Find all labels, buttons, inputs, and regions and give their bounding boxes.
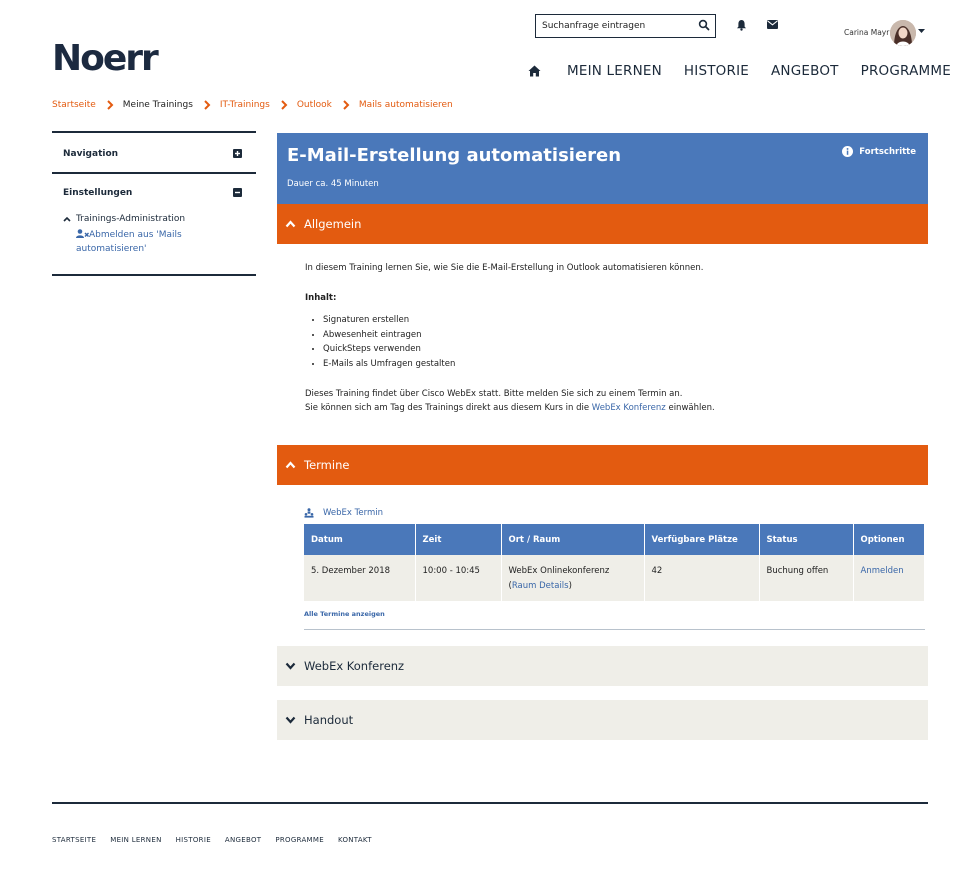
search-icon[interactable]: [698, 19, 710, 31]
progress-label: Fortschritte: [859, 146, 916, 157]
collapse-minus-icon[interactable]: [233, 188, 242, 197]
content-label: Inhalt:: [305, 293, 337, 303]
mail-icon[interactable]: [767, 20, 778, 29]
chevron-right-icon: [342, 100, 350, 110]
footer-navigation: [52, 836, 386, 844]
search-box[interactable]: [535, 14, 716, 38]
section-webex-header[interactable]: [277, 646, 928, 686]
location-text: WebEx Onlinekonferenz: [508, 566, 610, 576]
sidebar-divider: [52, 274, 256, 276]
info-icon: [842, 146, 853, 157]
unenrol-link[interactable]: [63, 228, 203, 256]
list-item: • Abwesenheit eintragen: [323, 328, 928, 343]
webex-info-line-2: [305, 401, 928, 415]
chevron-down-icon: [285, 662, 296, 670]
breadcrumb-startseite[interactable]: Startseite: [52, 100, 96, 110]
section-divider: [304, 629, 925, 630]
progress-button[interactable]: [842, 146, 916, 157]
section-termine-content: [277, 485, 928, 646]
navigation-block: [52, 131, 256, 172]
chevron-up-icon: [285, 220, 296, 228]
section-termine-title: Termine: [304, 458, 350, 472]
course-header: [277, 133, 928, 204]
cell-seats: 42: [644, 555, 759, 601]
section-allgemein-content: [277, 244, 928, 445]
course-intro: In diesem Training lernen Sie, wie Sie die E-Mail-Erstellung in Outlook automatisieren können.: [305, 263, 704, 273]
breadcrumb: [52, 100, 453, 110]
footer-link-mein-lernen[interactable]: MEIN LERNEN: [110, 836, 162, 844]
sidebar: [52, 131, 256, 276]
chevron-down-icon[interactable]: [918, 29, 925, 34]
list-item: • QuickSteps verwenden: [323, 342, 928, 357]
cell-date: 5. Dezember 2018: [304, 555, 415, 601]
chevron-down-icon: [285, 716, 296, 724]
section-webex-title: WebEx Konferenz: [304, 659, 405, 673]
section-termine-header[interactable]: [277, 445, 928, 485]
webex-termin-label: WebEx Termin: [323, 508, 383, 518]
webex-info-text: Sie können sich am Tag des Trainings direkt aus diesem Kurs in die: [305, 403, 592, 413]
expand-plus-icon[interactable]: [233, 149, 242, 158]
course-duration: Dauer ca. 45 Minuten: [287, 179, 379, 189]
course-main: [277, 133, 928, 740]
navigation-title: Navigation: [63, 149, 119, 159]
footer-link-startseite[interactable]: STARTSEITE: [52, 836, 97, 844]
table-row: [304, 555, 924, 601]
section-allgemein-header[interactable]: [277, 204, 928, 244]
chevron-right-icon: [106, 100, 114, 110]
tree-node-admin-label: Trainings-Administration: [76, 214, 186, 224]
section-allgemein-title: Allgemein: [304, 217, 362, 231]
cell-time: 10:00 - 10:45: [415, 555, 501, 601]
col-ort-raum: Ort / Raum: [501, 524, 644, 555]
col-optionen: Optionen: [853, 524, 924, 555]
course-title: E-Mail-Erstellung automatisieren: [287, 145, 622, 166]
list-item: • Signaturen erstellen: [323, 313, 928, 328]
settings-tree: [63, 214, 256, 256]
footer-link-angebot[interactable]: ANGEBOT: [224, 836, 262, 844]
col-zeit: Zeit: [415, 524, 501, 555]
footer-link-programme[interactable]: PROGRAMME: [275, 836, 324, 844]
main-navigation: [528, 63, 951, 79]
webex-info-line-1: Dieses Training findet über Cisco WebEx statt. Bitte melden Sie sich zu einem Termin an.: [305, 389, 683, 399]
bell-icon[interactable]: [736, 19, 747, 31]
user-remove-icon: [76, 229, 89, 238]
cell-location: WebEx Onlinekonferenz (Raum Details): [501, 555, 644, 601]
tree-node-admin[interactable]: [63, 214, 256, 224]
seminar-icon: [304, 508, 314, 518]
avatar[interactable]: [890, 20, 916, 46]
table-header-row: [304, 524, 924, 555]
cell-status: Buchung offen: [759, 555, 853, 601]
chevron-right-icon: [203, 100, 211, 110]
user-name[interactable]: Carina Mayr: [844, 28, 890, 37]
chevron-up-icon: [63, 216, 71, 222]
chevron-right-icon: [280, 100, 288, 110]
sessions-table: [304, 524, 924, 601]
footer-link-kontakt[interactable]: KONTAKT: [337, 836, 372, 844]
breadcrumb-it-trainings[interactable]: IT-Trainings: [219, 100, 270, 110]
signup-link[interactable]: Anmelden: [860, 566, 904, 576]
logo[interactable]: Noerr: [52, 38, 157, 79]
nav-angebot[interactable]: ANGEBOT: [771, 63, 839, 79]
nav-programme[interactable]: PROGRAMME: [860, 63, 951, 79]
breadcrumb-outlook[interactable]: Outlook: [296, 100, 332, 110]
footer-divider: [52, 802, 928, 804]
webex-termin-link[interactable]: [304, 508, 928, 518]
nav-mein-lernen[interactable]: MEIN LERNEN: [567, 63, 662, 79]
search-input[interactable]: [536, 21, 691, 31]
content-list: [323, 313, 928, 371]
section-handout-title: Handout: [304, 713, 354, 727]
breadcrumb-meine-trainings[interactable]: Meine Trainings: [122, 100, 193, 110]
home-icon[interactable]: [528, 65, 541, 77]
list-item: • E-Mails als Umfragen gestalten: [323, 357, 928, 372]
footer-link-historie[interactable]: HISTORIE: [175, 836, 211, 844]
webex-info-text-end: einwählen.: [665, 403, 715, 413]
col-status: Status: [759, 524, 853, 555]
nav-historie[interactable]: HISTORIE: [683, 63, 749, 79]
cell-option: [853, 555, 924, 601]
breadcrumb-current[interactable]: Mails automatisieren: [358, 100, 453, 110]
settings-block: [52, 172, 256, 274]
section-handout-header[interactable]: [277, 700, 928, 740]
unenrol-label: Abmelden aus 'Mails automatisieren': [76, 230, 182, 254]
col-plaetze: Verfügbare Plätze: [644, 524, 759, 555]
col-datum: Datum: [304, 524, 415, 555]
room-details-link[interactable]: Raum Details: [511, 581, 569, 591]
chevron-up-icon: [285, 461, 296, 469]
webex-conference-link[interactable]: WebEx Konferenz: [591, 403, 666, 413]
all-dates-link[interactable]: Alle Termine anzeigen: [304, 610, 385, 618]
settings-title: Einstellungen: [63, 188, 133, 198]
